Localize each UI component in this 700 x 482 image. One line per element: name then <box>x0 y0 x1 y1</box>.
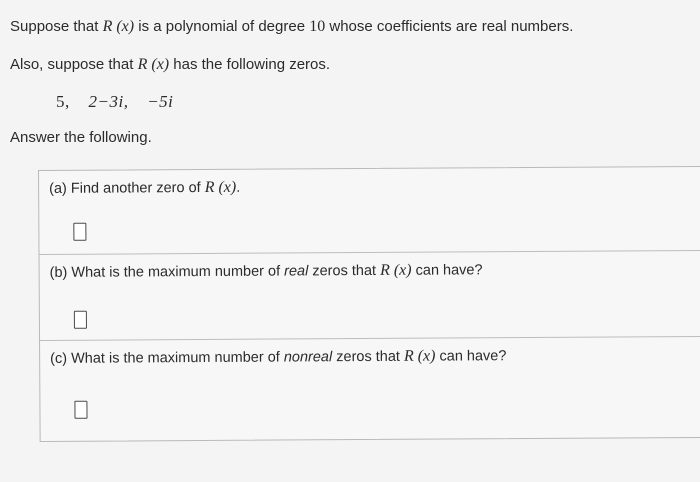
function-expression: R (x) <box>403 347 436 365</box>
questions-table <box>38 166 700 442</box>
question-row-a <box>39 167 700 255</box>
question-text-a <box>49 179 240 198</box>
text: zeros that <box>308 262 381 280</box>
answer-input-b[interactable] <box>74 311 87 329</box>
text: can have? <box>411 262 483 279</box>
zero-value: 5, <box>56 92 70 111</box>
function-expression: R (x) <box>137 56 170 73</box>
question-row-c <box>40 337 700 429</box>
text: Suppose that <box>10 18 103 35</box>
text: zeros that <box>332 348 404 366</box>
answer-input-a[interactable] <box>73 223 86 241</box>
zeros-list <box>56 92 187 112</box>
question-text-c <box>50 347 506 368</box>
text: is a polynomial of degree <box>134 18 310 35</box>
text: Also, suppose that <box>10 56 138 73</box>
text: whose coefficients are real numbers. <box>325 18 574 35</box>
degree-value: 10 <box>309 18 326 35</box>
zero-value: −5i <box>147 92 174 111</box>
problem-statement-line-2 <box>10 56 330 74</box>
zero-value: 2−3i, <box>88 92 129 111</box>
function-expression: R (x) <box>102 18 135 35</box>
text: . <box>236 179 241 196</box>
answer-input-c[interactable] <box>74 401 87 419</box>
problem-statement-line-1 <box>10 18 573 36</box>
function-expression: R (x) <box>204 178 237 196</box>
text: (c) What is the maximum number of <box>50 349 284 367</box>
text: (b) What is the maximum number of <box>49 263 285 281</box>
answer-prompt: Answer the following. <box>10 129 152 146</box>
emphasis-text: nonreal <box>283 349 333 366</box>
question-row-b <box>40 251 700 341</box>
text: can have? <box>435 348 507 365</box>
function-expression: R (x) <box>379 261 412 279</box>
text: has the following zeros. <box>169 56 331 73</box>
question-text-b <box>50 261 483 282</box>
emphasis-text: real <box>284 263 309 280</box>
text: (a) Find another zero of <box>49 179 205 197</box>
